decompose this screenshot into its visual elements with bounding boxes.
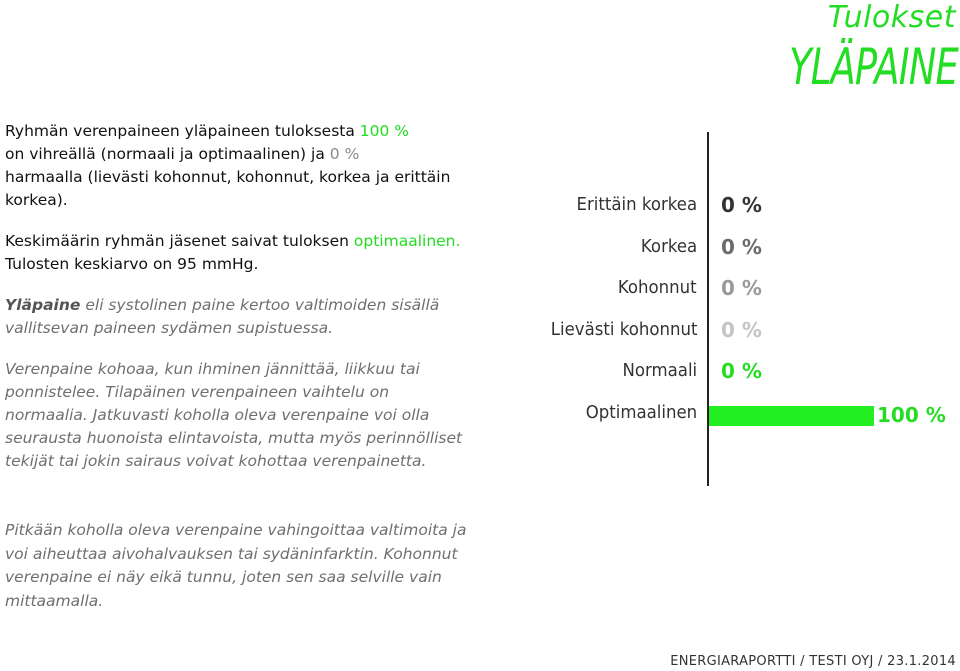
- value-label: 100 %: [877, 403, 946, 427]
- value-label: 0 %: [721, 234, 762, 259]
- footer: ENERGIARAPORTTI / TESTI OYJ / 23.1.2014: [670, 654, 956, 669]
- intro-text-2: on vihreällä (normaali ja optimaalinen) ja: [5, 145, 330, 163]
- value-label: 0 %: [721, 276, 762, 301]
- intro-paragraph: [5, 120, 475, 212]
- gray-percent: 0 %: [329, 145, 360, 163]
- average-paragraph: [5, 230, 475, 276]
- green-percent: 100 %: [359, 122, 410, 140]
- category-label: Lievästi kohonnut: [550, 318, 697, 340]
- explanation-paragraph: Verenpaine kohoaa, kun ihminen jännittää, liikkuu tai ponnistelee. Tilapäinen verenpaineen vaihtelu on normaalia. Jatkuvasti koholla oleva verenpaine voi olla seurausta huonoista elintavoista, mutta myös perinnölliset tekijät tai jokin sairaus voivat kohottaa verenpainetta.: [5, 360, 463, 470]
- category-label: Erittäin korkea: [576, 194, 697, 215]
- value-label: 0 %: [721, 317, 762, 342]
- definition-text: eli systolinen paine kertoo valtimoiden sisällä vallitsevan paineen sydämen supistuessa.: [5, 296, 440, 337]
- value-label: 0 %: [721, 193, 762, 217]
- intro-text-1: Ryhmän verenpaineen yläpaineen tuloksesta: [5, 122, 360, 140]
- left-text-column: [5, 120, 475, 491]
- average-text-1: Keskimäärin ryhmän jäsenet saivat tuloksen: [5, 232, 354, 250]
- category-label: Kohonnut: [618, 277, 697, 299]
- warning-paragraph: [5, 519, 475, 613]
- warning-text-2: Kohonnut verenpaine ei näy eikä tunnu, joten sen saa selville vain mittaamalla.: [5, 544, 458, 610]
- category-label: Normaali: [622, 360, 697, 382]
- category-label: Optimaalinen: [585, 402, 697, 423]
- definition-paragraph: [5, 294, 475, 340]
- warning-text-1: Pitkään koholla oleva verenpaine vahingoittaa valtimoita ja voi aiheuttaa aivohalvauksen tai sydäninfarktin.: [5, 521, 467, 563]
- page-title: YLÄPAINE: [789, 38, 958, 96]
- average-text-2: Tulosten keskiarvo on 95 mmHg.: [5, 255, 259, 273]
- average-category: optimaalinen.: [353, 232, 461, 250]
- report-subtitle: Tulokset: [827, 0, 956, 35]
- category-label: Korkea: [640, 235, 697, 257]
- definition-term: Yläpaine: [5, 296, 81, 314]
- value-label: 0 %: [721, 359, 762, 384]
- chart-axis: [707, 132, 709, 486]
- intro-text-3: harmaalla (lievästi kohonnut, kohonnut, korkea ja erittäin korkea).: [5, 168, 451, 209]
- value-bar: [709, 406, 874, 426]
